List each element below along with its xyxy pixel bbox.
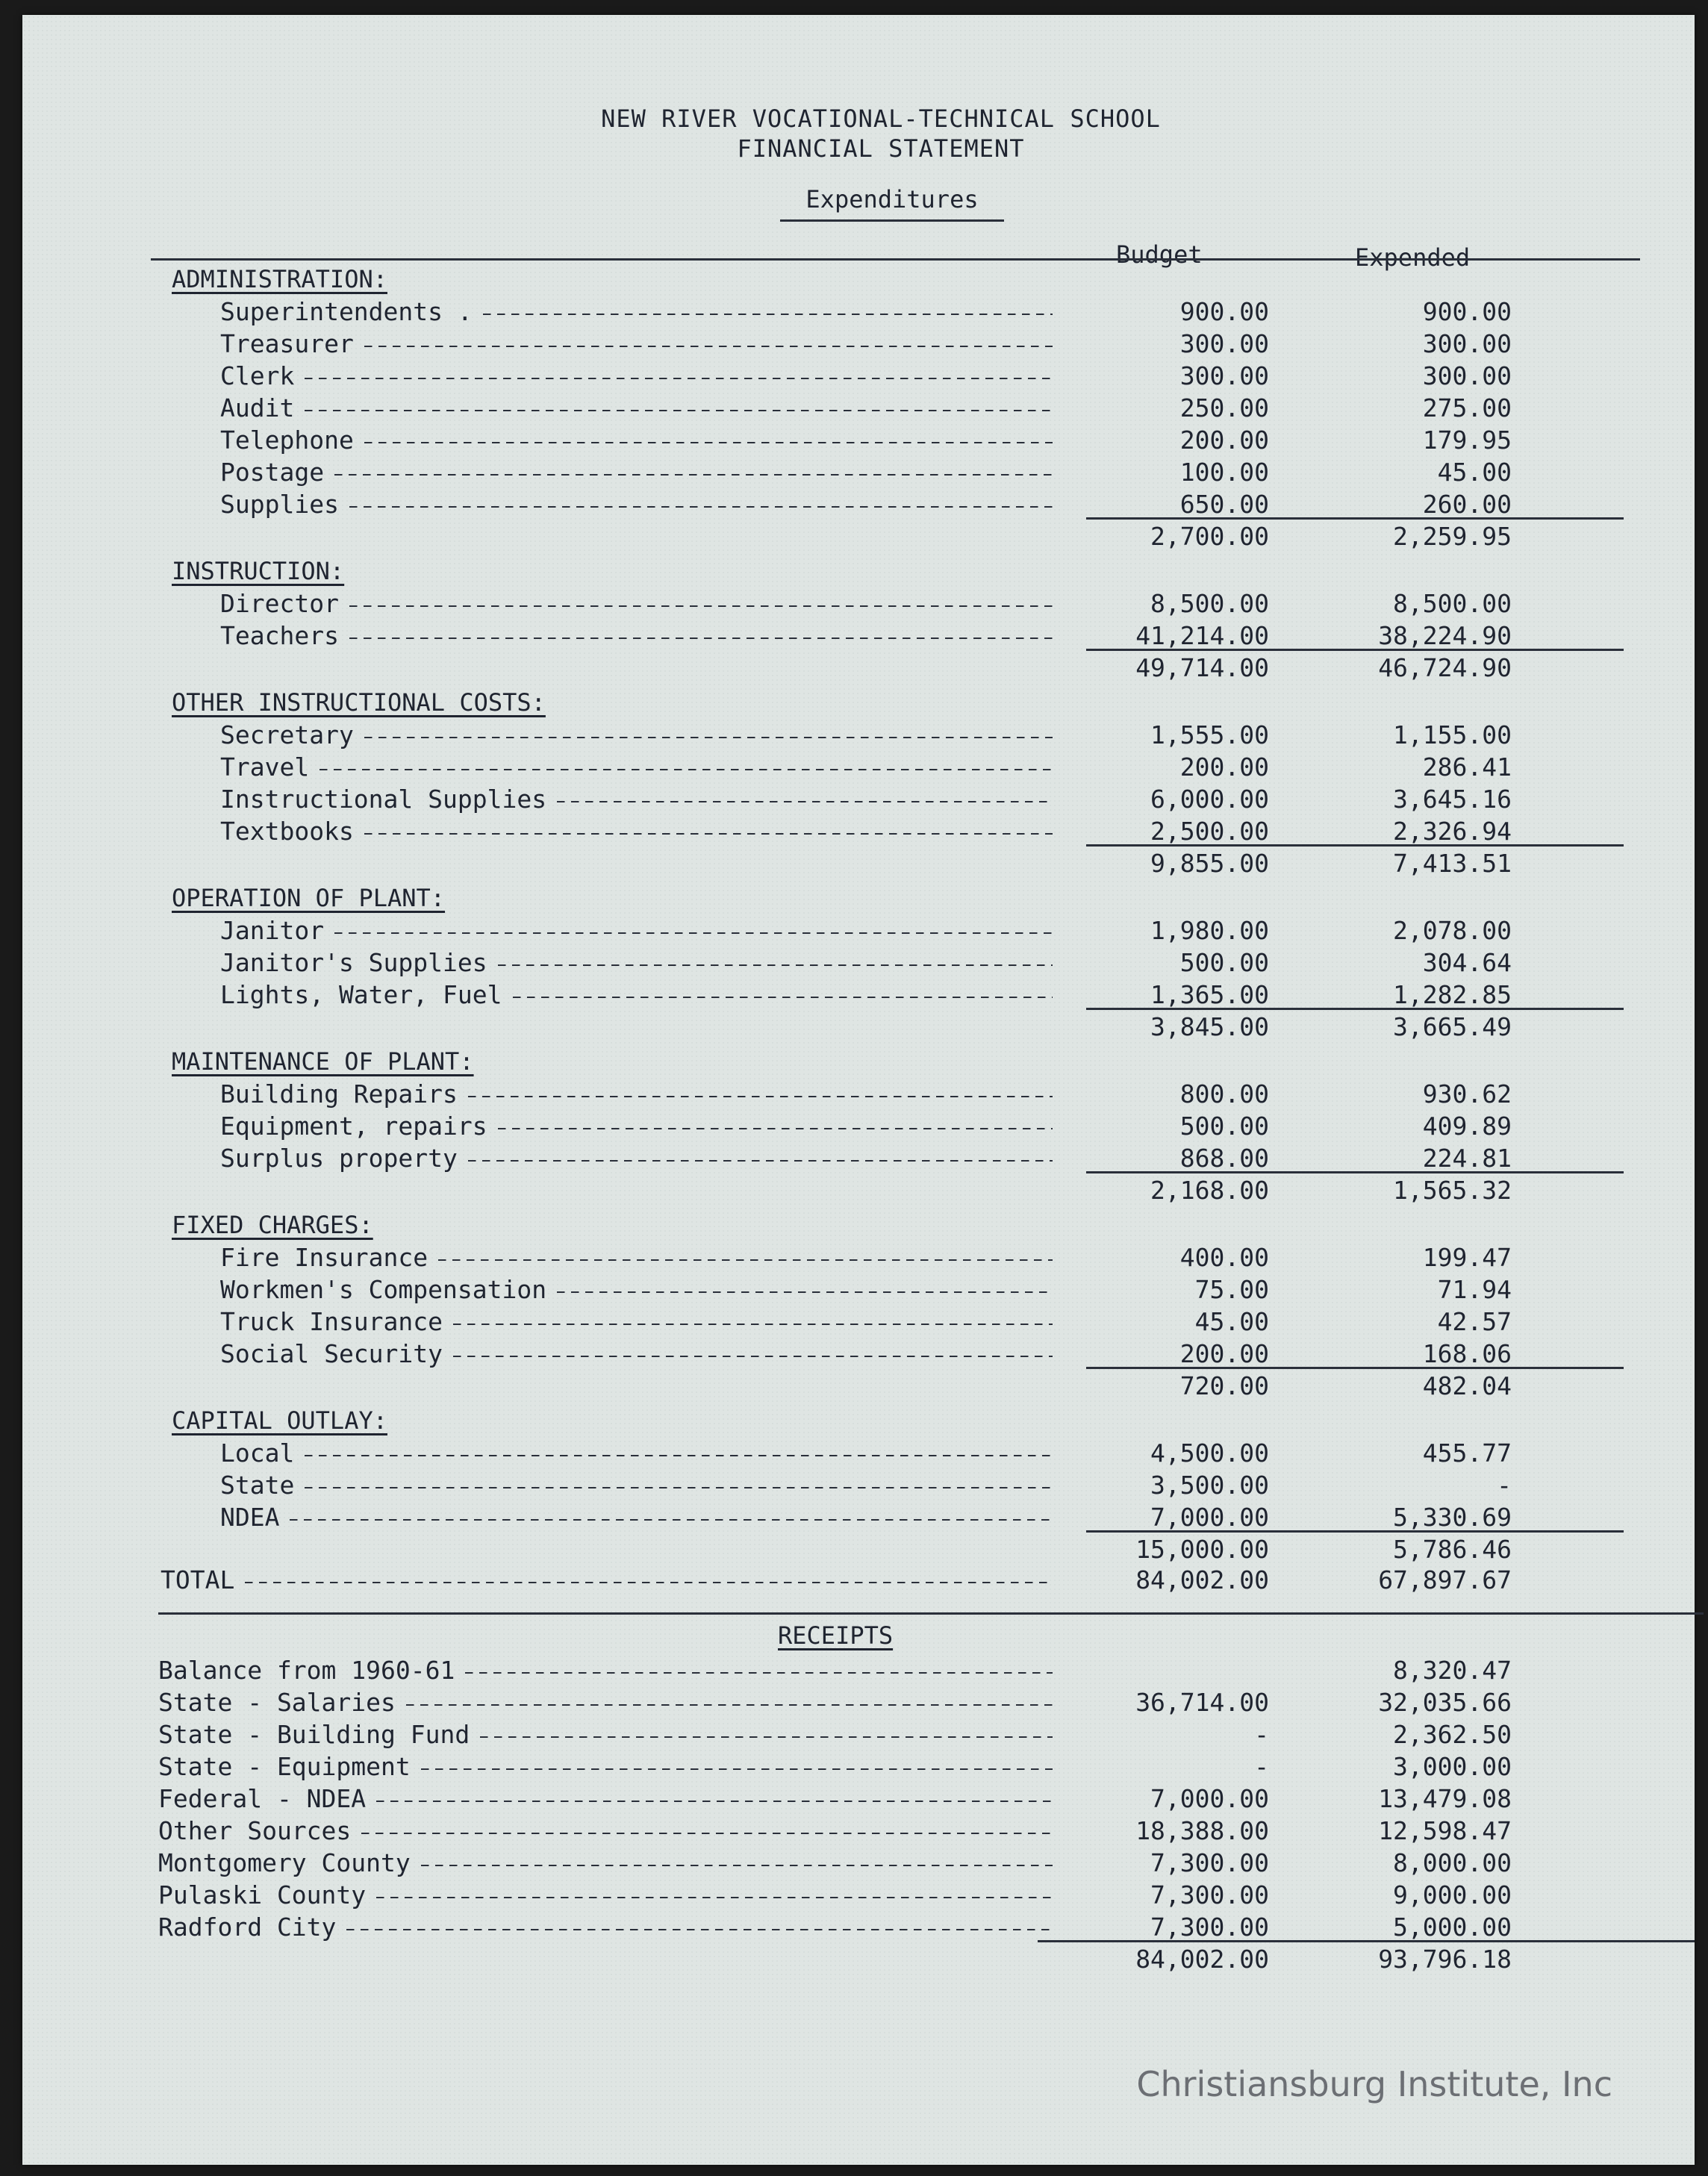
dot-leader — [364, 737, 1053, 738]
expended-amount: 8,500.00 — [1393, 589, 1512, 618]
line-item — [220, 785, 1068, 814]
line-item — [158, 1656, 1068, 1686]
section-title: INSTRUCTION: — [172, 557, 345, 585]
line-item — [220, 1438, 1068, 1468]
line-item — [220, 1503, 1068, 1533]
expended-amount: 300.00 — [1422, 329, 1512, 358]
subtotal-budget: 720.00 — [1179, 1371, 1269, 1400]
receipts-total-budget: 84,002.00 — [1135, 1945, 1269, 1974]
expended-amount: 455.77 — [1422, 1438, 1512, 1468]
budget-amount: 500.00 — [1179, 1112, 1269, 1141]
budget-amount: 7,300.00 — [1150, 1848, 1269, 1877]
line-item — [160, 1565, 1068, 1595]
line-item-label: Director — [220, 589, 339, 618]
dot-leader — [305, 378, 1053, 379]
school-title: NEW RIVER VOCATIONAL-TECHNICAL SCHOOL — [601, 105, 1161, 133]
budget-amount: 8,500.00 — [1150, 589, 1269, 618]
line-item-label: Lights, Water, Fuel — [220, 980, 502, 1009]
line-item-label: Workmen's Compensation — [220, 1275, 547, 1304]
expended-amount: 409.89 — [1422, 1112, 1512, 1141]
budget-amount: 300.00 — [1179, 361, 1269, 390]
dot-leader — [305, 1487, 1053, 1488]
line-item — [158, 1720, 1068, 1750]
expended-amount: 13,479.08 — [1378, 1784, 1512, 1813]
dot-leader — [465, 1672, 1053, 1674]
expended-amount: 900.00 — [1422, 297, 1512, 326]
paper-sheet — [22, 15, 1695, 2165]
line-item — [220, 1307, 1068, 1337]
dot-leader — [468, 1160, 1053, 1162]
receipts-heading: RECEIPTS — [778, 1621, 894, 1650]
section-title: ADMINISTRATION: — [172, 265, 387, 293]
subtotal-budget: 15,000.00 — [1135, 1535, 1269, 1564]
line-item-label: Superintendents . — [220, 297, 473, 326]
line-item — [158, 1752, 1068, 1782]
expended-amount: 1,155.00 — [1393, 720, 1512, 749]
line-item — [220, 1471, 1068, 1500]
line-item-label: Surplus property — [220, 1144, 458, 1173]
line-item-label: Supplies — [220, 490, 339, 519]
budget-amount: 3,500.00 — [1150, 1471, 1269, 1500]
line-item-label: Telephone — [220, 425, 354, 455]
line-item — [220, 948, 1068, 978]
expended-amount: 199.47 — [1422, 1243, 1512, 1272]
line-item — [158, 1912, 1068, 1942]
dot-leader — [290, 1519, 1053, 1521]
section-title: FIXED CHARGES: — [172, 1211, 373, 1239]
line-item — [158, 1816, 1068, 1846]
dot-leader — [480, 1736, 1053, 1738]
budget-amount: 45.00 — [1194, 1307, 1269, 1336]
dot-leader — [557, 1291, 1053, 1293]
subtotal-expended: 2,259.95 — [1393, 522, 1512, 551]
budget-amount: 1,980.00 — [1150, 916, 1269, 945]
dot-leader — [438, 1259, 1053, 1261]
subtotal-rule — [1086, 1008, 1624, 1010]
line-item-label: Audit — [220, 393, 295, 423]
subtotal-budget: 9,855.00 — [1150, 849, 1269, 878]
watermark-text: Christiansburg Institute, Inc — [1136, 2064, 1612, 2104]
subtotal-expended: 3,665.49 — [1393, 1012, 1512, 1041]
budget-amount: 18,388.00 — [1135, 1816, 1269, 1845]
receipts-total-rule — [1038, 1940, 1695, 1942]
line-item — [220, 980, 1068, 1010]
budget-amount: 7,300.00 — [1150, 1912, 1269, 1942]
budget-amount: 650.00 — [1179, 490, 1269, 519]
receipts-total-expended: 93,796.18 — [1378, 1945, 1512, 1974]
line-item-label: Travel — [220, 752, 310, 782]
line-item — [220, 1243, 1068, 1273]
expended-amount: 275.00 — [1422, 393, 1512, 423]
line-item — [220, 425, 1068, 455]
line-item — [158, 1688, 1068, 1718]
line-item-label: Textbooks — [220, 817, 354, 846]
expended-amount: 9,000.00 — [1393, 1880, 1512, 1910]
line-item — [220, 621, 1068, 651]
budget-amount: 2,500.00 — [1150, 817, 1269, 846]
dot-leader — [453, 1356, 1053, 1357]
budget-amount: 7,300.00 — [1150, 1880, 1269, 1910]
dot-leader — [364, 346, 1053, 347]
expended-amount: 930.62 — [1422, 1079, 1512, 1109]
dot-leader — [334, 474, 1053, 476]
expended-amount: 1,282.85 — [1393, 980, 1512, 1009]
line-item-label: Equipment, repairs — [220, 1112, 487, 1141]
expended-amount: 45.00 — [1437, 458, 1512, 487]
section-title: OTHER INSTRUCTIONAL COSTS: — [172, 688, 546, 717]
budget-amount: 4,500.00 — [1150, 1438, 1269, 1468]
line-item-label: Janitor — [220, 916, 325, 945]
dot-leader — [346, 1929, 1053, 1930]
budget-amount: 1,555.00 — [1150, 720, 1269, 749]
line-item — [158, 1880, 1068, 1910]
line-item — [220, 458, 1068, 487]
dot-leader — [334, 932, 1053, 934]
budget-amount: 868.00 — [1179, 1144, 1269, 1173]
line-item-label: Balance from 1960-61 — [158, 1656, 455, 1685]
statement-title: FINANCIAL STATEMENT — [737, 134, 1025, 163]
line-item-label: NDEA — [220, 1503, 280, 1532]
expended-column-header: Expended — [1355, 243, 1471, 272]
receipts-rule — [158, 1612, 1704, 1615]
dot-leader — [305, 1455, 1053, 1456]
budget-amount: 36,714.00 — [1135, 1688, 1269, 1717]
expended-amount: 5,330.69 — [1393, 1503, 1512, 1532]
budget-amount: 84,002.00 — [1135, 1565, 1269, 1594]
line-item-label: TOTAL — [160, 1565, 235, 1594]
line-item — [220, 361, 1068, 391]
line-item-label: State - Equipment — [158, 1752, 411, 1781]
expended-amount: 12,598.47 — [1378, 1816, 1512, 1845]
expended-amount: 300.00 — [1422, 361, 1512, 390]
line-item — [220, 720, 1068, 750]
subtotal-rule — [1086, 844, 1624, 847]
line-item — [220, 752, 1068, 782]
subtotal-rule — [1086, 517, 1624, 520]
section-title: OPERATION OF PLANT: — [172, 884, 446, 912]
budget-amount: 400.00 — [1179, 1243, 1269, 1272]
expended-amount: 260.00 — [1422, 490, 1512, 519]
subtotal-budget: 2,700.00 — [1150, 522, 1269, 551]
line-item — [220, 1144, 1068, 1173]
expended-amount: 2,326.94 — [1393, 817, 1512, 846]
dot-leader — [421, 1865, 1053, 1866]
budget-amount: 41,214.00 — [1135, 621, 1269, 650]
line-item-label: Federal - NDEA — [158, 1784, 367, 1813]
subtotal-rule — [1086, 1171, 1624, 1173]
line-item — [220, 490, 1068, 520]
line-item — [220, 589, 1068, 619]
line-item — [220, 297, 1068, 327]
subtotal-expended: 7,413.51 — [1393, 849, 1512, 878]
dot-leader — [557, 801, 1053, 802]
dot-leader — [513, 997, 1053, 998]
line-item-label: Local — [220, 1438, 295, 1468]
dot-leader — [361, 1833, 1053, 1834]
line-item-label: Other Sources — [158, 1816, 352, 1845]
subtotal-expended: 482.04 — [1422, 1371, 1512, 1400]
line-item — [220, 1275, 1068, 1305]
subtotal-expended: 5,786.46 — [1393, 1535, 1512, 1564]
expended-amount: 3,000.00 — [1393, 1752, 1512, 1781]
dot-leader — [364, 833, 1053, 835]
line-item — [220, 1112, 1068, 1141]
subtotal-expended: 1,565.32 — [1393, 1176, 1512, 1205]
budget-amount: 75.00 — [1194, 1275, 1269, 1304]
expended-amount: 3,645.16 — [1393, 785, 1512, 814]
financial-statement — [22, 15, 1695, 2165]
budget-amount: - — [1254, 1752, 1269, 1781]
dot-leader — [468, 1096, 1053, 1097]
line-item-label: Montgomery County — [158, 1848, 411, 1877]
line-item-label: Radford City — [158, 1912, 337, 1942]
budget-column-header: Budget — [1116, 240, 1203, 269]
dot-leader — [349, 637, 1053, 639]
dot-leader — [376, 1801, 1053, 1802]
budget-amount: 300.00 — [1179, 329, 1269, 358]
line-item-label: Janitor's Supplies — [220, 948, 487, 977]
expended-amount: 224.81 — [1422, 1144, 1512, 1173]
dot-leader — [453, 1324, 1053, 1325]
line-item-label: Social Security — [220, 1339, 443, 1368]
expended-amount: 71.94 — [1437, 1275, 1512, 1304]
line-item-label: Truck Insurance — [220, 1307, 443, 1336]
line-item-label: Postage — [220, 458, 325, 487]
line-item-label: Treasurer — [220, 329, 354, 358]
line-item-label: Pulaski County — [158, 1880, 367, 1910]
dot-leader — [364, 442, 1053, 443]
dot-leader — [305, 410, 1053, 411]
expended-amount: 8,000.00 — [1393, 1848, 1512, 1877]
section-title: CAPITAL OUTLAY: — [172, 1406, 387, 1435]
expended-amount: - — [1497, 1471, 1512, 1500]
line-item-label: Teachers — [220, 621, 339, 650]
budget-amount: 100.00 — [1179, 458, 1269, 487]
expended-amount: 67,897.67 — [1378, 1565, 1512, 1594]
budget-amount: 500.00 — [1179, 948, 1269, 977]
budget-amount: 200.00 — [1179, 425, 1269, 455]
section-title: MAINTENANCE OF PLANT: — [172, 1047, 474, 1076]
dot-leader — [498, 1128, 1053, 1129]
dot-leader — [483, 314, 1053, 315]
line-item — [158, 1784, 1068, 1814]
expended-amount: 42.57 — [1437, 1307, 1512, 1336]
dot-leader — [406, 1704, 1053, 1706]
expended-amount: 8,320.47 — [1393, 1656, 1512, 1685]
line-item-label: Secretary — [220, 720, 354, 749]
expended-amount: 2,078.00 — [1393, 916, 1512, 945]
budget-amount: 7,000.00 — [1150, 1784, 1269, 1813]
subtotal-expended: 46,724.90 — [1378, 653, 1512, 682]
line-item-label: Building Repairs — [220, 1079, 458, 1109]
dot-leader — [421, 1768, 1053, 1770]
subtotal-rule — [1086, 1530, 1624, 1533]
line-item — [220, 916, 1068, 946]
budget-amount: 250.00 — [1179, 393, 1269, 423]
line-item-label: State - Building Fund — [158, 1720, 470, 1749]
budget-amount: 900.00 — [1179, 297, 1269, 326]
line-item — [220, 817, 1068, 847]
dot-leader — [320, 769, 1053, 770]
line-item — [220, 329, 1068, 359]
line-item — [220, 1339, 1068, 1369]
subtotal-budget: 3,845.00 — [1150, 1012, 1269, 1041]
line-item-label: State - Salaries — [158, 1688, 396, 1717]
line-item-label: Clerk — [220, 361, 295, 390]
line-item-label: Instructional Supplies — [220, 785, 547, 814]
expended-amount: 286.41 — [1422, 752, 1512, 782]
budget-amount: 200.00 — [1179, 752, 1269, 782]
dot-leader — [245, 1582, 1053, 1583]
budget-amount: 1,365.00 — [1150, 980, 1269, 1009]
expended-amount: 168.06 — [1422, 1339, 1512, 1368]
line-item-label: State — [220, 1471, 295, 1500]
expended-amount: 2,362.50 — [1393, 1720, 1512, 1749]
dot-leader — [349, 506, 1053, 508]
line-item — [220, 393, 1068, 423]
budget-amount: 7,000.00 — [1150, 1503, 1269, 1532]
budget-amount: 6,000.00 — [1150, 785, 1269, 814]
expended-amount: 179.95 — [1422, 425, 1512, 455]
expended-amount: 5,000.00 — [1393, 1912, 1512, 1942]
subtotal-rule — [1086, 1367, 1624, 1369]
budget-amount: 800.00 — [1179, 1079, 1269, 1109]
expended-amount: 32,035.66 — [1378, 1688, 1512, 1717]
header-rule — [151, 258, 1640, 261]
expended-amount: 304.64 — [1422, 948, 1512, 977]
subtotal-budget: 49,714.00 — [1135, 653, 1269, 682]
expended-amount: 38,224.90 — [1378, 621, 1512, 650]
budget-amount: - — [1254, 1720, 1269, 1749]
dot-leader — [349, 605, 1053, 607]
budget-amount: 200.00 — [1179, 1339, 1269, 1368]
line-item — [220, 1079, 1068, 1109]
line-item-label: Fire Insurance — [220, 1243, 428, 1272]
subtotal-budget: 2,168.00 — [1150, 1176, 1269, 1205]
subtotal-rule — [1086, 649, 1624, 651]
line-item — [158, 1848, 1068, 1878]
dot-leader — [376, 1897, 1053, 1898]
dot-leader — [498, 964, 1053, 966]
expenditures-heading: Expenditures — [780, 185, 1004, 222]
